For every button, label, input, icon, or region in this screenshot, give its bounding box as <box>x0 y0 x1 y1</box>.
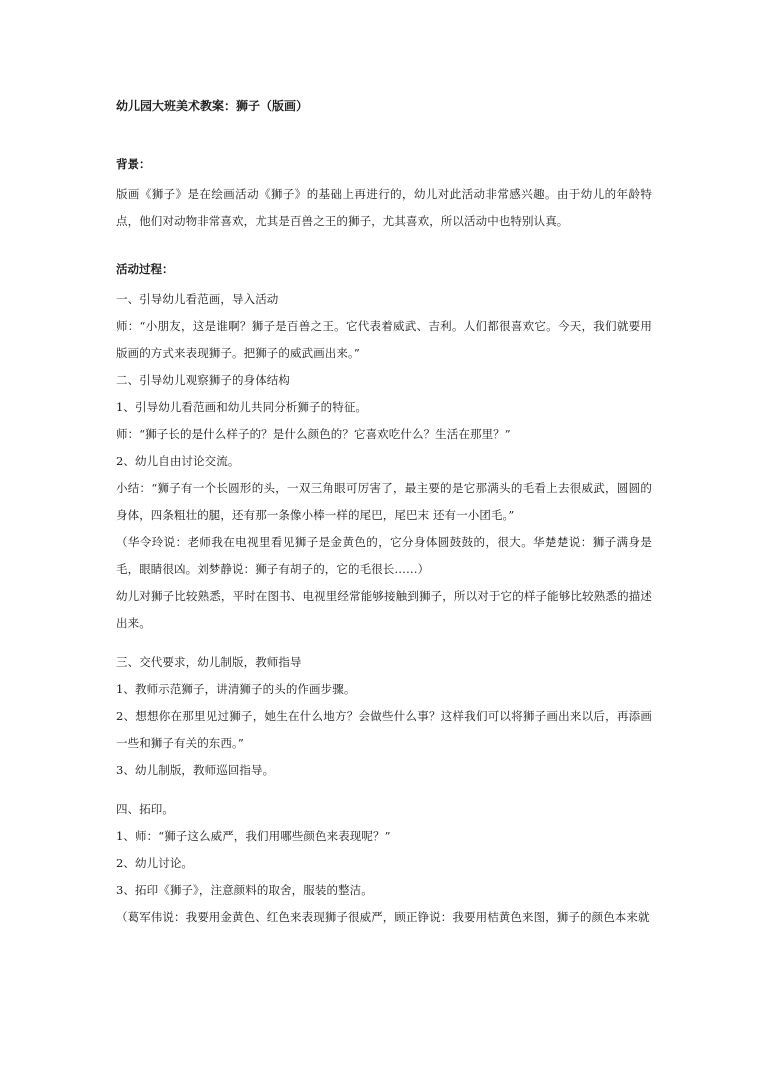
section-2-question: 师：“狮子长的是什么样子的？是什么颜色的？它喜欢吃什么？生活在那里？” <box>116 427 511 441</box>
section-2-summary: 小结：“狮子有一个长圆形的头，一双三角眼可厉害了，最主要的是它那满头的毛看上去很威武，圆圆的身体，四条粗壮的腿，还有那一条像小棒一样的尾巴，尾巴末 还有一小团毛。” <box>116 481 652 522</box>
section-2-title: 二、引导幼儿观察狮子的身体结构 <box>116 373 290 387</box>
section-3-item-2: 2、想想你在那里见过狮子，她生在什么地方？会做些什么事？这样我们可以将狮子画出来以后，再添画一些和狮子有关的东西。” <box>116 709 652 750</box>
section-1-text: 师：“小朋友，这是谁啊？狮子是百兽之王。它代表着威武、吉利。人们都很喜欢它。今天，我们就要用版画的方式来表现狮子。把狮子的威武画出来。” <box>116 319 652 360</box>
section-4-item-2: 2、幼儿讨论。 <box>116 856 194 870</box>
spacer <box>116 637 652 649</box>
section-2-quotes: （华令玲说：老师我在电视里看见狮子是金黄色的，它分身体圆鼓鼓的，很大。华楚楚说：狮子满身是毛，眼睛很凶。刘梦静说：狮子有胡子的，它的毛很长……） <box>116 535 652 576</box>
document-title: 幼儿园大班美术教案：狮子（版画） <box>116 99 309 113</box>
section-3-title: 三、交代要求，幼儿制版，教师指导 <box>116 655 302 669</box>
section-4-title: 四、拓印。 <box>116 802 174 816</box>
background-heading: 背景： <box>116 157 151 171</box>
spacer <box>116 114 652 156</box>
background-paragraph: 版画《狮子》是在绘画活动《狮子》的基础上再进行的，幼儿对此活动非常感兴趣。由于幼儿的年龄特点，他们对动物非常喜欢，尤其是百兽之王的狮子，尤其喜欢，所以活动中也特别认真。 <box>116 187 652 228</box>
section-2-item-2: 2、幼儿自由讨论交流。 <box>116 454 240 468</box>
spacer <box>116 277 652 286</box>
section-1-title: 一、引导幼儿看范画，导入活动 <box>116 292 279 306</box>
section-3-item-1: 1、教师示范狮子，讲清狮子的头的作画步骤。 <box>116 682 356 696</box>
section-4-quotes: （葛军伟说：我要用金黄色、红色来表现狮子很威严，顾正铮说：我要用桔黄色来图，狮子的颜色本来就 <box>116 910 650 924</box>
section-4-item-1: 1、师：“狮子这么威严，我们用哪些颜色来表现呢？” <box>116 829 391 843</box>
spacer <box>116 784 652 796</box>
spacer <box>116 235 652 261</box>
process-heading: 活动过程： <box>116 262 174 276</box>
section-3-item-3: 3、幼儿制版，教师巡回指导。 <box>116 763 275 777</box>
section-2-note: 幼儿对狮子比较熟悉，平时在图书、电视里经常能够接触到狮子，所以对于它的样子能够比较熟悉的描述出来。 <box>116 589 652 630</box>
spacer <box>116 172 652 181</box>
section-4-item-3: 3、拓印《狮子》，注意颜料的取舍，服装的整洁。 <box>116 883 373 897</box>
document-body <box>116 98 652 931</box>
section-2-item-1: 1、引导幼儿看范画和幼儿共同分析狮子的特征。 <box>116 400 368 414</box>
